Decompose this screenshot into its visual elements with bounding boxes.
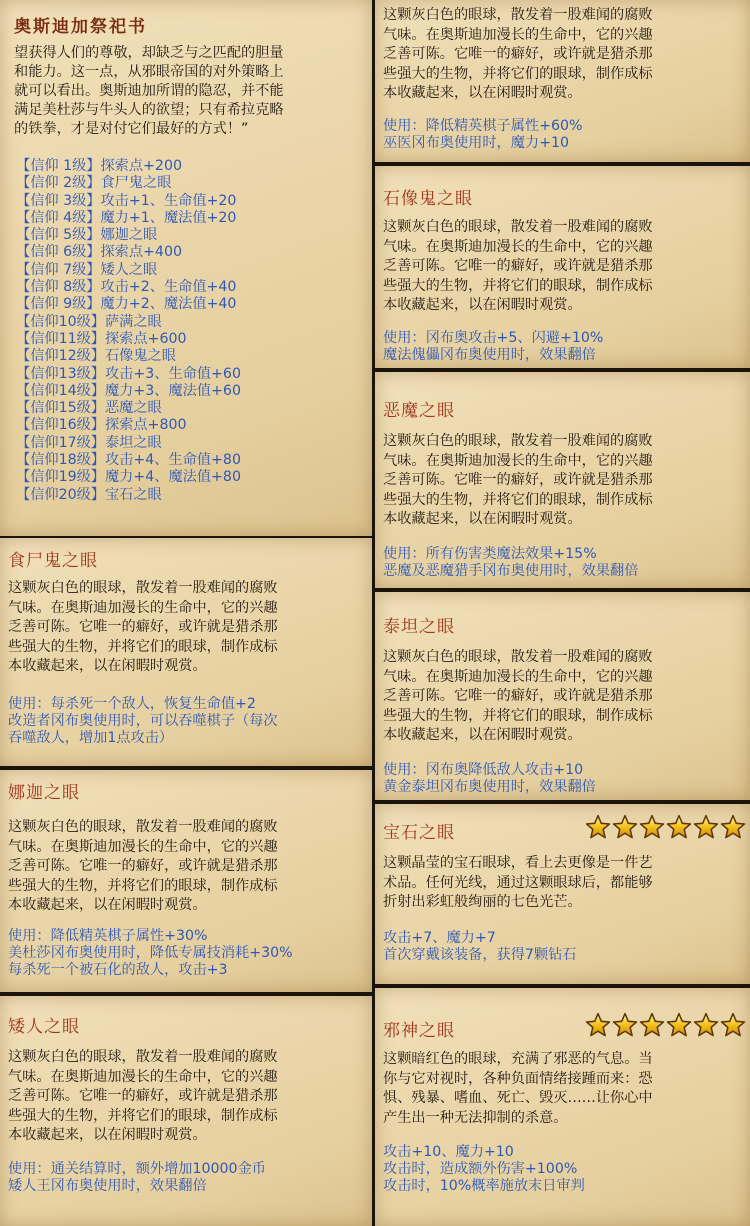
star-icon	[585, 1012, 611, 1038]
level-item: 【信仰14级】魔力+3、魔法值+60	[16, 382, 241, 399]
card-description: 这颗灰白色的眼球，散发着一股难闻的腐败 气味。在奥斯迪加漫长的生命中，它的兴趣 乏善可陈。它唯一的癖好，或许就是猎杀那 些强大的生物，并将它们的眼球，制作成标 本收藏起来，以在闲暇时观赏。	[383, 7, 653, 101]
star-icon	[639, 814, 665, 840]
rating-stars	[585, 814, 746, 840]
card-title: 宝石之眼	[383, 823, 455, 843]
card-description: 这颗灰白色的眼球，散发着一股难闻的腐败 气味。在奥斯迪加漫长的生命中，它的兴趣 乏善可陈。它唯一的癖好，或许就是猎杀那 些强大的生物，并将它们的眼球，制作成标 本收藏起来，以在闲暇时观赏。	[8, 580, 278, 674]
card-effect: 使用：降低精英棋子属性+30% 美杜莎冈布奥使用时，降低专属技消耗+30% 每杀死一个被石化的敌人，攻击+3	[8, 928, 293, 978]
page-title: 奥斯迪加祭祀书	[14, 17, 147, 37]
card-title: 娜迦之眼	[8, 783, 80, 803]
level-item: 【信仰 1级】探索点+200	[16, 158, 183, 174]
card-demon-eye	[375, 372, 750, 588]
card-description: 这颗灰白色的眼球，散发着一股难闻的腐败 气味。在奥斯迪加漫长的生命中，它的兴趣 乏善可陈。它唯一的癖好，或许就是猎杀那 些强大的生物，并将它们的眼球，制作成标 本收藏起来，以在闲暇时观赏。	[8, 1049, 278, 1143]
level-item: 【信仰20级】宝石之眼	[16, 486, 162, 503]
card-effect: 使用：降低精英棋子属性+60% 巫医冈布奥使用时，魔力+10	[383, 118, 583, 151]
rating-stars	[585, 1012, 746, 1038]
level-item: 【信仰13级】攻击+3、生命值+60	[16, 365, 241, 382]
card-gargoyle-eye	[375, 166, 750, 368]
level-item: 【信仰 3级】攻击+1、生命值+20	[16, 192, 237, 209]
star-icon	[720, 1012, 746, 1038]
card-ghoul-eye	[0, 538, 372, 766]
card-effect: 使用：冈布奥攻击+5、闪避+10% 魔法傀儡冈布奥使用时，效果翻倍	[383, 330, 604, 363]
level-item: 【信仰 5级】娜迦之眼	[16, 227, 158, 244]
card-effect: 使用：通关结算时，额外增加10000金币 矮人王冈布奥使用时，效果翻倍	[8, 1161, 266, 1194]
card-title: 恶魔之眼	[383, 401, 455, 421]
level-item: 【信仰 7级】矮人之眼	[16, 261, 158, 278]
level-item: 【信仰18级】攻击+4、生命值+80	[16, 452, 241, 469]
card-title: 泰坦之眼	[383, 617, 455, 637]
card-effect: 使用：每杀死一个敌人，恢复生命值+2 改造者冈布奥使用时，可以吞噬棋子（每次 吞噬敌人，增加1点攻击）	[8, 696, 278, 746]
main-panel	[0, 0, 372, 536]
level-item: 【信仰12级】石像鬼之眼	[16, 348, 176, 365]
star-icon	[612, 814, 638, 840]
card-effect: 使用：冈布奥降低敌人攻击+10 黄金泰坦冈布奥使用时，效果翻倍	[383, 762, 596, 795]
card-naga-eye	[0, 770, 372, 992]
card-effect: 攻击+7、魔力+7 首次穿戴该装备，获得7颗钻石	[383, 930, 577, 963]
star-icon	[666, 1012, 692, 1038]
level-item: 【信仰11级】探索点+600	[16, 330, 187, 347]
card-title: 石像鬼之眼	[383, 189, 473, 209]
star-icon	[720, 814, 746, 840]
star-icon	[639, 1012, 665, 1038]
star-icon	[612, 1012, 638, 1038]
level-item: 【信仰 9级】魔力+2、魔法值+40	[16, 296, 237, 313]
level-item: 【信仰 8级】攻击+2、生命值+40	[16, 279, 237, 296]
card-titan-eye	[375, 592, 750, 800]
card-effect: 攻击+10、魔力+10 攻击时，造成额外伤害+100% 攻击时，10%概率施放末日审判	[383, 1144, 585, 1194]
card-effect: 使用：所有伤害类魔法效果+15% 恶魔及恶魔猎手冈布奥使用时，效果翻倍	[383, 546, 639, 579]
star-icon	[693, 814, 719, 840]
intro-text: 望获得人们的尊敬，却缺乏与之匹配的胆量 和能力。这一点，从邪眼帝国的对外策略上 就可以看出。奥斯迪加所谓的隐忍，并不能 满足美杜莎与牛头人的欲望；只有希拉克略 的铁拳，才是对付它们最好的方式！”	[14, 45, 284, 137]
card-description: 这颗暗红色的眼球，充满了邪恶的气息。当 你与它对视时，各种负面情绪接踵而来：恐 惧、残暴、嗜血、死亡、毁灭……让你心中 产生出一种无法抑制的杀意。	[383, 1051, 653, 1126]
card-title: 矮人之眼	[8, 1017, 80, 1037]
level-item: 【信仰16级】探索点+800	[16, 417, 187, 434]
level-item: 【信仰17级】泰坦之眼	[16, 434, 162, 451]
card-evilgod-eye	[375, 988, 750, 1226]
level-list	[16, 158, 241, 504]
level-item: 【信仰 4级】魔力+1、魔法值+20	[16, 209, 237, 226]
level-item: 【信仰10级】萨满之眼	[16, 313, 162, 330]
card-description: 这颗灰白色的眼球，散发着一股难闻的腐败 气味。在奥斯迪加漫长的生命中，它的兴趣 乏善可陈。它唯一的癖好，或许就是猎杀那 些强大的生物，并将它们的眼球，制作成标 本收藏起来，以在闲暇时观赏。	[383, 219, 653, 313]
card-title: 食尸鬼之眼	[8, 551, 98, 571]
level-item: 【信仰 6级】探索点+400	[16, 244, 183, 261]
level-item: 【信仰 2级】食尸鬼之眼	[16, 175, 172, 192]
card-title: 邪神之眼	[383, 1021, 455, 1041]
star-icon	[693, 1012, 719, 1038]
card-description: 这颗灰白色的眼球，散发着一股难闻的腐败 气味。在奥斯迪加漫长的生命中，它的兴趣 乏善可陈。它唯一的癖好，或许就是猎杀那 些强大的生物，并将它们的眼球，制作成标 本收藏起来，以在闲暇时观赏。	[383, 649, 653, 743]
card-gem-eye	[375, 804, 750, 984]
star-icon	[585, 814, 611, 840]
star-icon	[666, 814, 692, 840]
level-item: 【信仰15级】恶魔之眼	[16, 400, 162, 417]
card-description: 这颗灰白色的眼球，散发着一股难闻的腐败 气味。在奥斯迪加漫长的生命中，它的兴趣 乏善可陈。它唯一的癖好，或许就是猎杀那 些强大的生物，并将它们的眼球，制作成标 本收藏起来，以在闲暇时观赏。	[8, 819, 278, 913]
card-shaman-eye	[375, 0, 750, 162]
card-dwarf-eye	[0, 996, 372, 1226]
level-item: 【信仰19级】魔力+4、魔法值+80	[16, 469, 241, 486]
card-description: 这颗灰白色的眼球，散发着一股难闻的腐败 气味。在奥斯迪加漫长的生命中，它的兴趣 乏善可陈。它唯一的癖好，或许就是猎杀那 些强大的生物，并将它们的眼球，制作成标 本收藏起来，以在闲暇时观赏。	[383, 433, 653, 527]
card-description: 这颗晶莹的宝石眼球，看上去更像是一件艺 术品。任何光线，通过这颗眼球后，都能够 折射出彩虹般绚丽的七色光芒。	[383, 855, 653, 910]
